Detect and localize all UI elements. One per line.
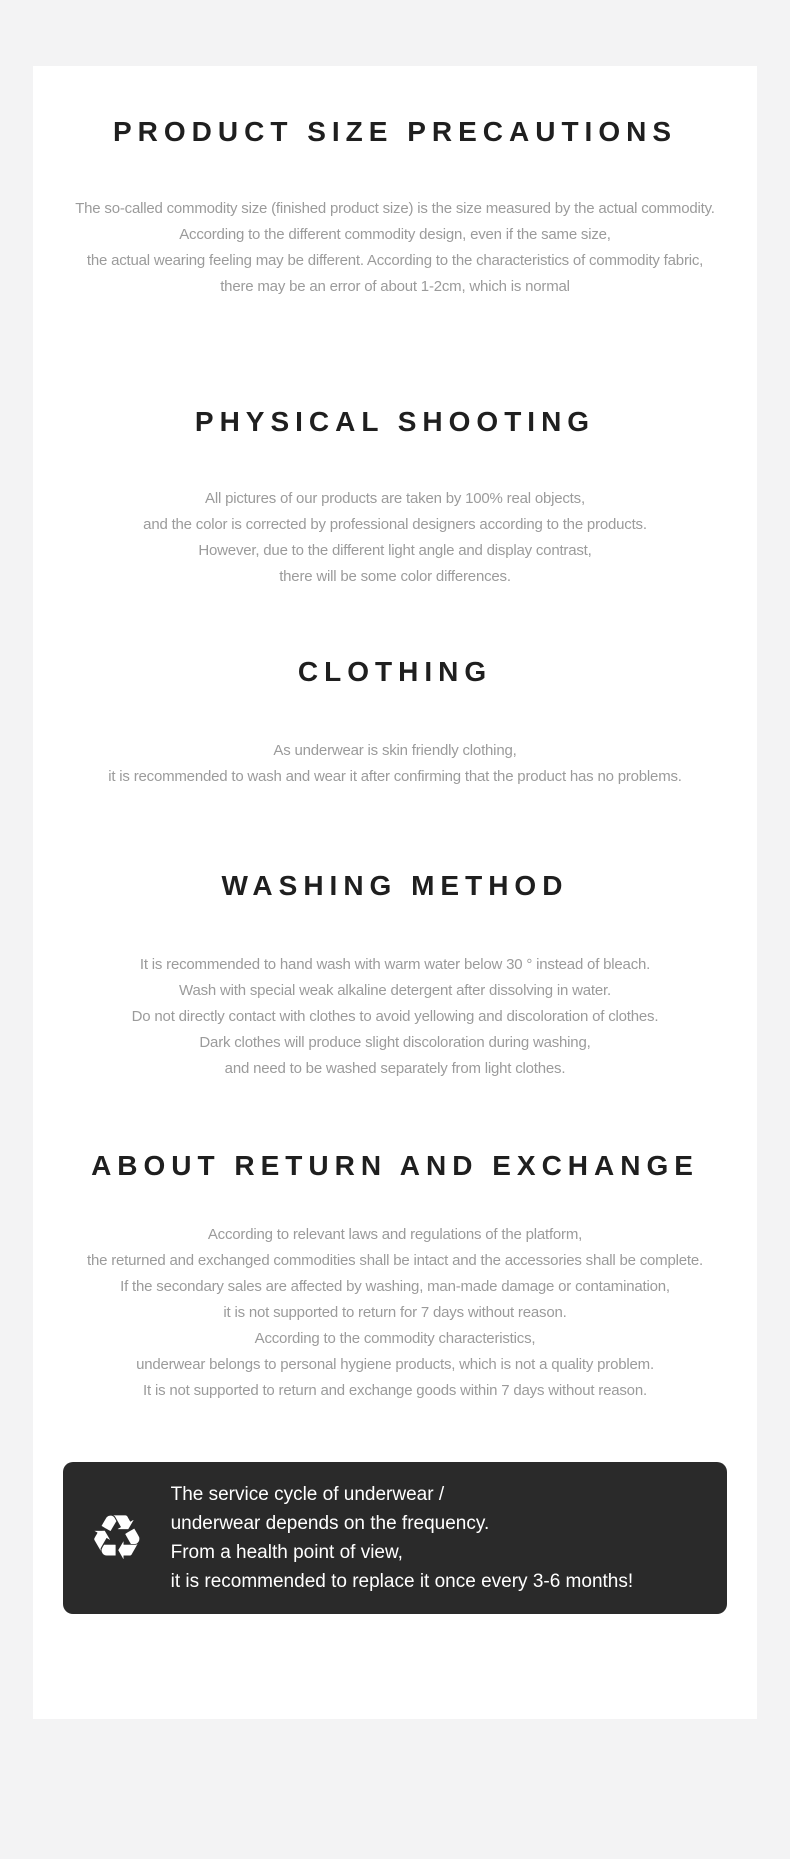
paragraph-line: According to relevant laws and regulations of the platform, <box>207 1226 583 1243</box>
section-title: CLOTHING <box>297 656 493 687</box>
paragraph-line: underwear belongs to personal hygiene products, which is not a quality problem. <box>136 1356 654 1373</box>
paragraph-line: All pictures of our products are taken by 100% real objects, <box>205 490 585 507</box>
section-clothing <box>33 656 757 790</box>
recycle-icon: ♻ <box>89 1501 145 1574</box>
replacement-notice <box>63 1462 727 1614</box>
notice-line: The service cycle of underwear / <box>170 1484 445 1505</box>
section-paragraph <box>33 486 757 590</box>
section-paragraph <box>33 952 757 1082</box>
section-washing-method <box>33 870 757 1082</box>
section-title: PHYSICAL SHOOTING <box>194 406 596 437</box>
section-title: PRODUCT SIZE PRECAUTIONS <box>112 116 678 147</box>
paragraph-line: and need to be washed separately from light clothes. <box>224 1060 566 1077</box>
paragraph-line: According to the commodity characteristics, <box>254 1330 536 1347</box>
section-paragraph <box>33 738 757 790</box>
paragraph-line: If the secondary sales are affected by washing, man-made damage or contamination, <box>120 1278 670 1295</box>
paragraph-line: It is recommended to hand wash with warm water below 30 ° instead of bleach. <box>139 956 651 973</box>
paragraph-line: However, due to the different light angle and display contrast, <box>198 542 592 559</box>
paragraph-line: the returned and exchanged commodities shall be intact and the accessories shall be complete. <box>87 1252 703 1269</box>
paragraph-line: It is not supported to return and exchange goods within 7 days without reason. <box>143 1382 647 1399</box>
paragraph-line: Dark clothes will produce slight discoloration during washing, <box>199 1034 591 1051</box>
paragraph-line: Wash with special weak alkaline detergent after dissolving in water. <box>179 982 611 999</box>
section-physical-shooting <box>33 406 757 590</box>
notice-line: it is recommended to replace it once every 3-6 months! <box>170 1571 634 1592</box>
section-product-size-precautions <box>33 116 757 300</box>
section-title: ABOUT RETURN AND EXCHANGE <box>91 1150 699 1181</box>
section-paragraph <box>33 196 757 300</box>
paragraph-line: it is not supported to return for 7 days without reason. <box>223 1304 567 1321</box>
section-paragraph <box>33 1222 757 1404</box>
section-title: WASHING METHOD <box>221 870 569 901</box>
page-background <box>0 66 790 1719</box>
paragraph-line: there may be an error of about 1-2cm, which is normal <box>220 278 570 295</box>
paragraph-line: and the color is corrected by professional designers according to the products. <box>143 516 647 533</box>
paragraph-line: The so-called commodity size (finished product size) is the size measured by the actual commodity. <box>75 200 715 217</box>
product-info-card <box>33 66 757 1719</box>
paragraph-line: the actual wearing feeling may be different. According to the characteristics of commodity fabric, <box>86 252 704 269</box>
section-return-and-exchange <box>33 1150 757 1404</box>
replacement-notice-text <box>171 1480 634 1596</box>
paragraph-line: it is recommended to wash and wear it after confirming that the product has no problems. <box>108 768 682 785</box>
notice-line: underwear depends on the frequency. <box>170 1513 490 1534</box>
paragraph-line: According to the different commodity design, even if the same size, <box>179 226 611 243</box>
paragraph-line: As underwear is skin friendly clothing, <box>273 742 517 759</box>
paragraph-line: Do not directly contact with clothes to avoid yellowing and discoloration of clothes. <box>131 1008 659 1025</box>
paragraph-line: there will be some color differences. <box>279 568 511 585</box>
notice-line: From a health point of view, <box>170 1542 403 1563</box>
